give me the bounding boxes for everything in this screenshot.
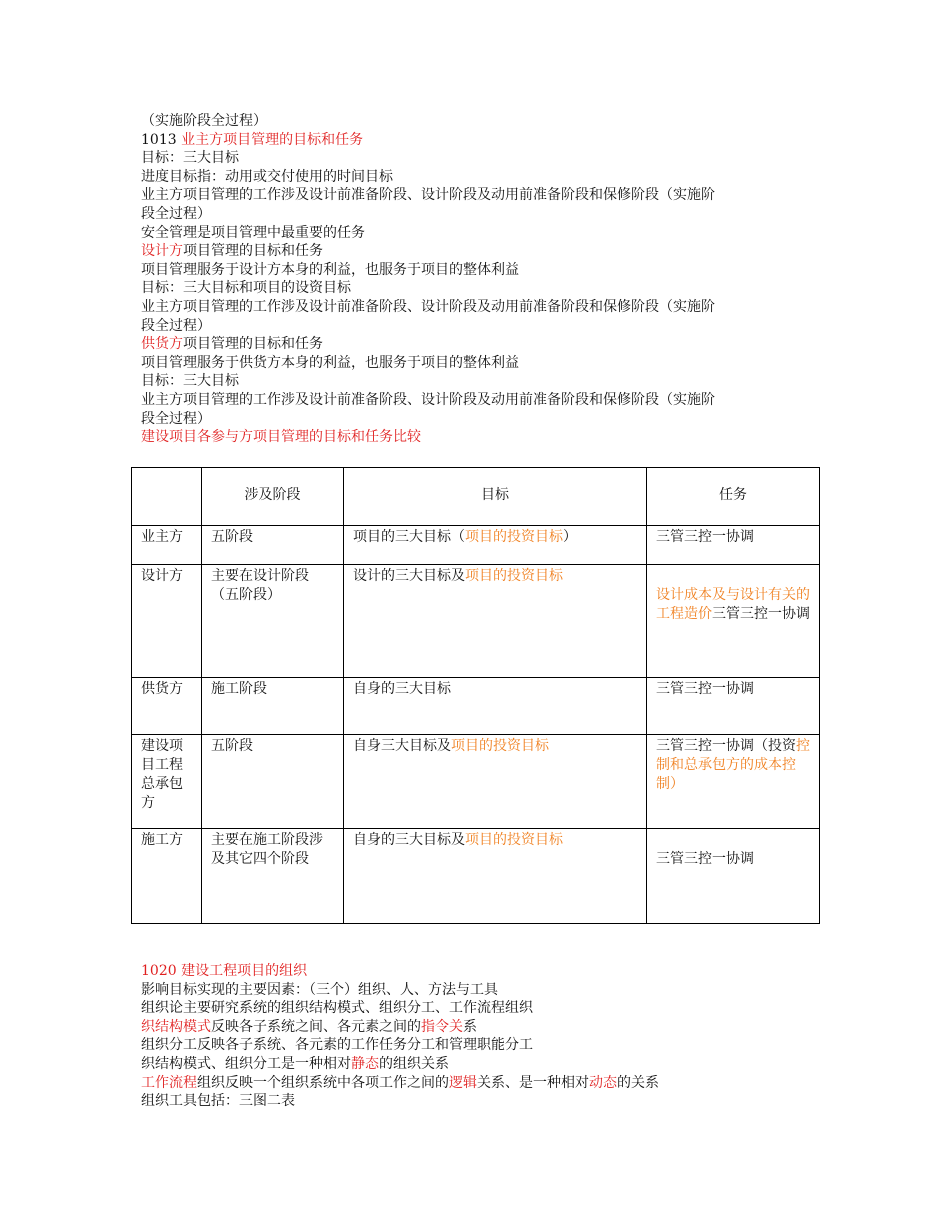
text-line: 组织工具包括：三图二表 (141, 1093, 295, 1110)
party-cell: 设计方 (132, 565, 202, 678)
goal-highlight: 项目的投资目标 (465, 529, 563, 545)
task-text: 三管三控一协调 (712, 606, 810, 622)
text-line: 目标：三大目标 (141, 373, 239, 390)
stage-cell: 施工阶段 (202, 678, 344, 735)
designer-heading (141, 242, 821, 261)
goal-highlight: 项目的投资目标 (465, 832, 563, 848)
goal-text: 自身三大目标及 (353, 738, 451, 754)
header-cell: 涉及阶段 (202, 468, 344, 526)
plain-text: 的组织关系 (379, 1055, 449, 1072)
task-highlight: 设计成本及与设计有关的工程造价 (656, 587, 810, 622)
text-line (141, 1074, 841, 1093)
goal-cell: 自身的三大目标 (344, 678, 647, 735)
party-cell: 供货方 (132, 678, 202, 735)
plain-text: 的关系 (617, 1074, 659, 1091)
stage-cell: 五阶段 (202, 526, 344, 565)
text-line: 业主方项目管理的工作涉及设计前准备阶段、设计阶段及动用前准备阶段和保修阶段（实施阶 (141, 298, 715, 315)
text-line: 项目管理服务于供货方本身的利益，也服务于项目的整体利益 (141, 354, 519, 371)
text-line: 项目管理服务于设计方本身的利益，也服务于项目的整体利益 (141, 261, 519, 278)
stage-cell: 五阶段 (202, 735, 344, 829)
owner-heading (141, 131, 821, 150)
heading-number: 1013 (141, 131, 182, 148)
header-cell (132, 468, 202, 526)
party-cell: 施工方 (132, 829, 202, 924)
plain-text: 反映各子系统之间、各元素之间的 (211, 1018, 421, 1035)
task-text: 三管三控一协调 (656, 851, 754, 867)
comparison-table (131, 467, 820, 924)
task-text: 三管三控一协调（投资 (656, 738, 796, 754)
goal-cell (344, 526, 647, 565)
highlight-text: 静态 (351, 1055, 379, 1072)
goal-highlight: 项目的投资目标 (465, 568, 563, 584)
heading-text: 业主方项目管理的目标和任务 (181, 131, 364, 148)
text-line: 影响目标实现的主要因素：（三个）组织、人、方法与工具 (141, 981, 498, 998)
intro-section (141, 112, 821, 447)
text-line: 业主方项目管理的工作涉及设计前准备阶段、设计阶段及动用前准备阶段和保修阶段（实施阶 (141, 187, 715, 204)
plain-text: 系 (463, 1018, 477, 1035)
highlight-text: 供货方 (141, 336, 183, 353)
text-line: （实施阶段全过程） (141, 113, 267, 129)
party-cell: 建设项目工程总承包方 (132, 735, 202, 829)
stage-cell: 主要在设计阶段（五阶段） (202, 565, 344, 678)
task-cell (647, 565, 820, 678)
table-row (132, 678, 820, 735)
text-line: 目标：三大目标 (141, 150, 239, 167)
org-heading: 1020 建设工程项目的组织 (141, 963, 308, 979)
supplier-heading (141, 335, 821, 354)
task-cell: 三管三控一协调 (647, 526, 820, 565)
goal-text: 项目的三大目标（ (353, 529, 465, 545)
organization-section (141, 962, 841, 1111)
text-line: 安全管理是项目管理中最重要的任务 (141, 224, 365, 241)
highlight-text: 设计方 (141, 243, 183, 260)
table-row (132, 565, 820, 678)
text-line: 目标：三大目标和项目的设资目标 (141, 280, 351, 297)
stage-cell: 主要在施工阶段涉及其它四个阶段 (202, 829, 344, 924)
text-line (141, 1018, 841, 1037)
text-line (141, 1055, 841, 1074)
highlight-text: 织结构模式 (141, 1018, 211, 1035)
table-row (132, 526, 820, 565)
table-row (132, 735, 820, 829)
task-cell: 三管三控一协调 (647, 678, 820, 735)
goal-text: 设计的三大目标及 (353, 568, 465, 584)
highlight-text: 指令关 (421, 1018, 463, 1035)
text-line: 组织论主要研究系统的组织结构模式、组织分工、工作流程组织 (141, 1000, 533, 1017)
plain-text: 组织反映一个组织系统中各项工作之间的 (197, 1074, 449, 1091)
goal-cell (344, 735, 647, 829)
task-highlight: 控制和总承包方的成本控制） (656, 738, 810, 792)
task-cell (647, 829, 820, 924)
text-line: 进度目标指：动用或交付使用的时间目标 (141, 168, 393, 185)
task-wrap (656, 586, 810, 624)
plain-text: 关系、是一种相对 (477, 1074, 589, 1091)
goal-cell (344, 565, 647, 678)
goal-text: 自身的三大目标及 (353, 832, 465, 848)
heading-text: 项目管理的目标和任务 (183, 336, 323, 353)
text-line: 段全过程） (141, 317, 211, 334)
text-line: 段全过程） (141, 205, 211, 222)
text-line: 业主方项目管理的工作涉及设计前准备阶段、设计阶段及动用前准备阶段和保修阶段（实施阶 (141, 391, 715, 408)
highlight-text: 逻辑 (449, 1074, 477, 1091)
compare-heading: 建设项目各参与方项目管理的目标和任务比较 (141, 429, 421, 446)
table-row (132, 829, 820, 924)
goal-highlight: 项目的投资目标 (451, 738, 549, 754)
goal-cell (344, 829, 647, 924)
table-header-row (132, 468, 820, 526)
plain-text: 织结构模式、组织分工是一种相对 (141, 1055, 351, 1072)
goal-tail: ） (563, 529, 577, 545)
highlight-text: 动态 (589, 1074, 617, 1091)
text-line: 组织分工反映各子系统、各元素的工作任务分工和管理职能分工 (141, 1037, 533, 1054)
header-cell: 目标 (344, 468, 647, 526)
highlight-text: 工作流程 (141, 1074, 197, 1091)
header-cell: 任务 (647, 468, 820, 526)
task-cell (647, 735, 820, 829)
party-cell: 业主方 (132, 526, 202, 565)
heading-text: 项目管理的目标和任务 (183, 243, 323, 260)
text-line: 段全过程） (141, 410, 211, 427)
